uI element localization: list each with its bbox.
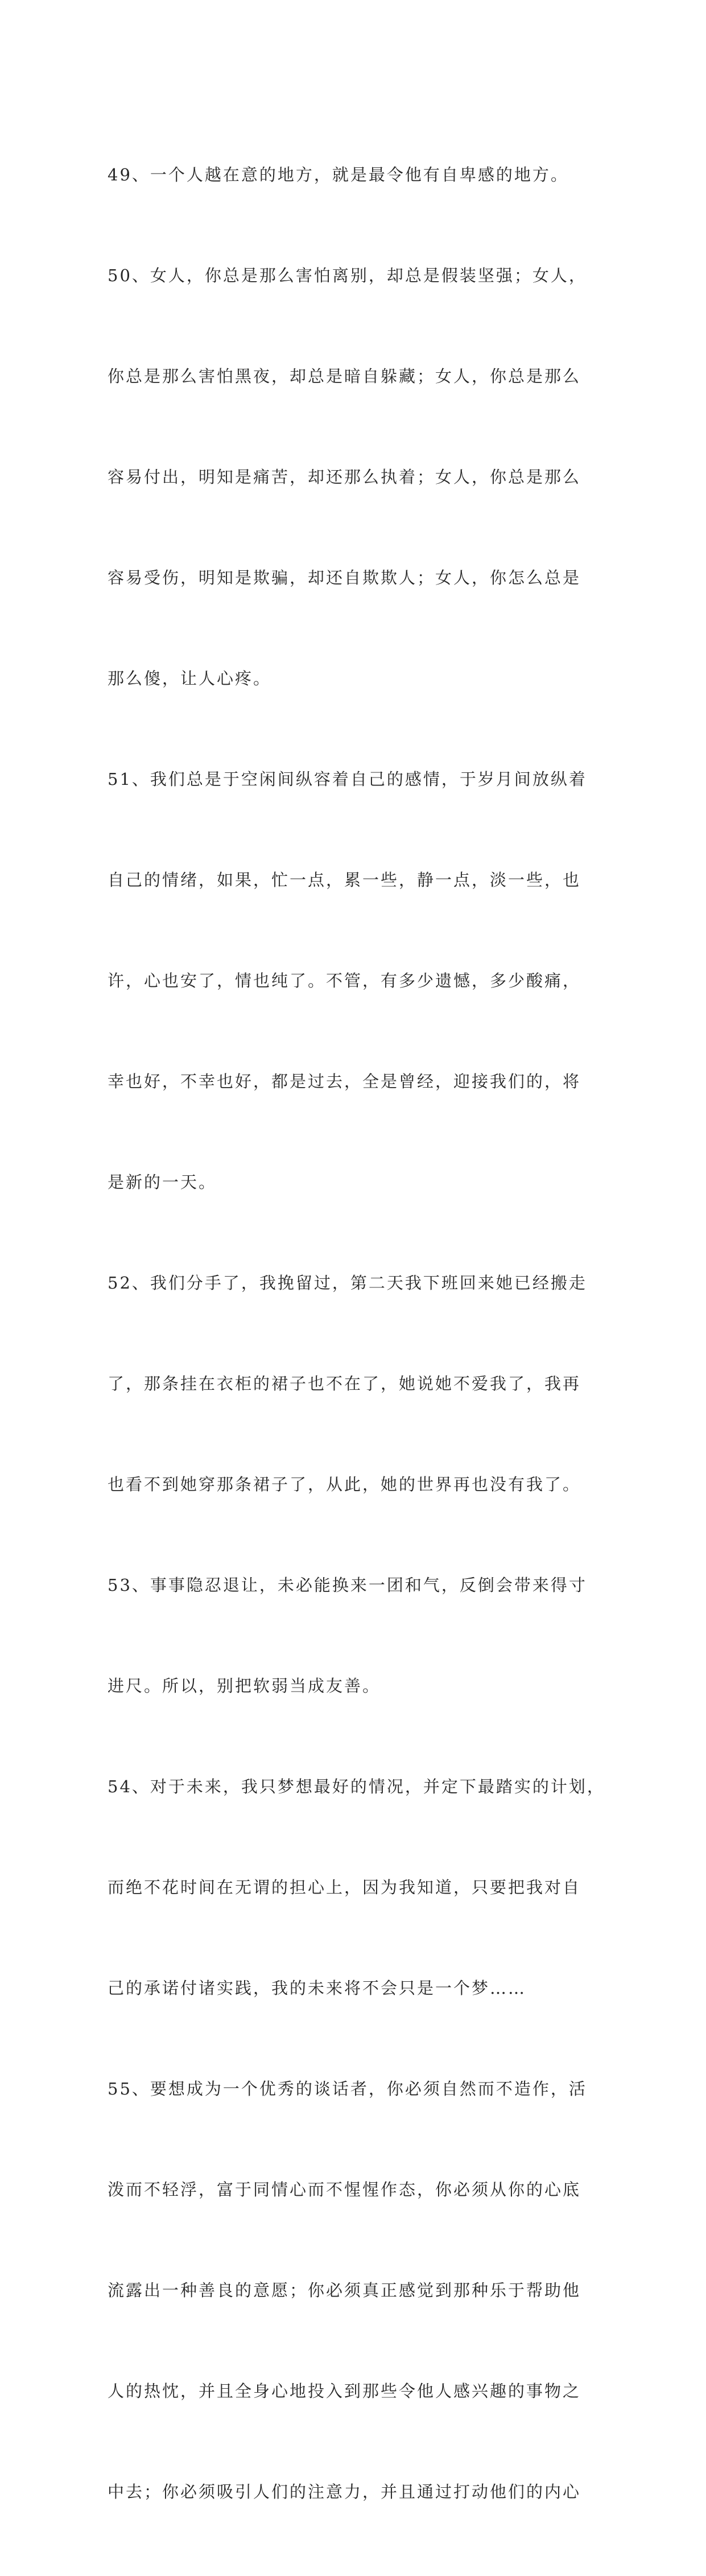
text-line: 许，心也安了，情也纯了。不管，有多少遗憾，多少酸痛， <box>108 971 581 990</box>
text-line: 55、要想成为一个优秀的谈话者，你必须自然而不造作，活 <box>108 2079 587 2098</box>
text-line: 也看不到她穿那条裙子了，从此，她的世界再也没有我了。 <box>108 1475 581 1494</box>
text-line: 中去；你必须吸引人们的注意力，并且通过打动他们的内心 <box>108 2482 581 2501</box>
text-line: 进尺。所以，别把软弱当成友善。 <box>108 1676 381 1696</box>
text-line: 容易受伤，明知是欺骗，却还自欺欺人；女人，你怎么总是 <box>108 568 581 587</box>
text-line: 你总是那么害怕黑夜，却总是暗自躲藏；女人，你总是那么 <box>108 367 581 386</box>
text-line: 52、我们分手了，我挽留过，第二天我下班回来她已经搬走 <box>108 1273 587 1293</box>
text-line: 了，那条挂在衣柜的裙子也不在了，她说她不爱我了，我再 <box>108 1374 581 1393</box>
text-line: 是新的一天。 <box>108 1172 217 1192</box>
text-line: 54、对于未来，我只梦想最好的情况，并定下最踏实的计划， <box>108 1777 605 1796</box>
text-line: 自己的情绪，如果，忙一点，累一些，静一点，淡一些，也 <box>108 870 581 890</box>
text-line: 幸也好，不幸也好，都是过去，全是曾经，迎接我们的，将 <box>108 1072 581 1091</box>
text-line: 49、一个人越在意的地方，就是最令他有自卑感的地方。 <box>108 165 569 184</box>
text-line: 那么傻，让人心疼。 <box>108 669 272 688</box>
text-line: 人的热忱，并且全身心地投入到那些令他人感兴趣的事物之 <box>108 2381 581 2401</box>
text-line: 而绝不花时间在无谓的担心上，因为我知道，只要把我对自 <box>108 1878 581 1897</box>
text-line: 容易付出，明知是痛苦，却还那么执着；女人，你总是那么 <box>108 467 581 487</box>
document-body <box>108 91 608 2576</box>
text-line: 流露出一种善良的意愿；你必须真正感觉到那种乐于帮助他 <box>108 2281 581 2300</box>
text-line: 泼而不轻浮，富于同情心而不惺惺作态，你必须从你的心底 <box>108 2180 581 2199</box>
text-line: 己的承诺付诸实践，我的未来将不会只是一个梦…… <box>108 1978 527 1998</box>
text-line: 53、事事隐忍退让，未必能换来一团和气，反倒会带来得寸 <box>108 1575 587 1595</box>
text-line: 50、女人，你总是那么害怕离别，却总是假装坚强；女人， <box>108 266 587 285</box>
text-line: 51、我们总是于空闲间纵容着自己的感情，于岁月间放纵着 <box>108 769 587 789</box>
